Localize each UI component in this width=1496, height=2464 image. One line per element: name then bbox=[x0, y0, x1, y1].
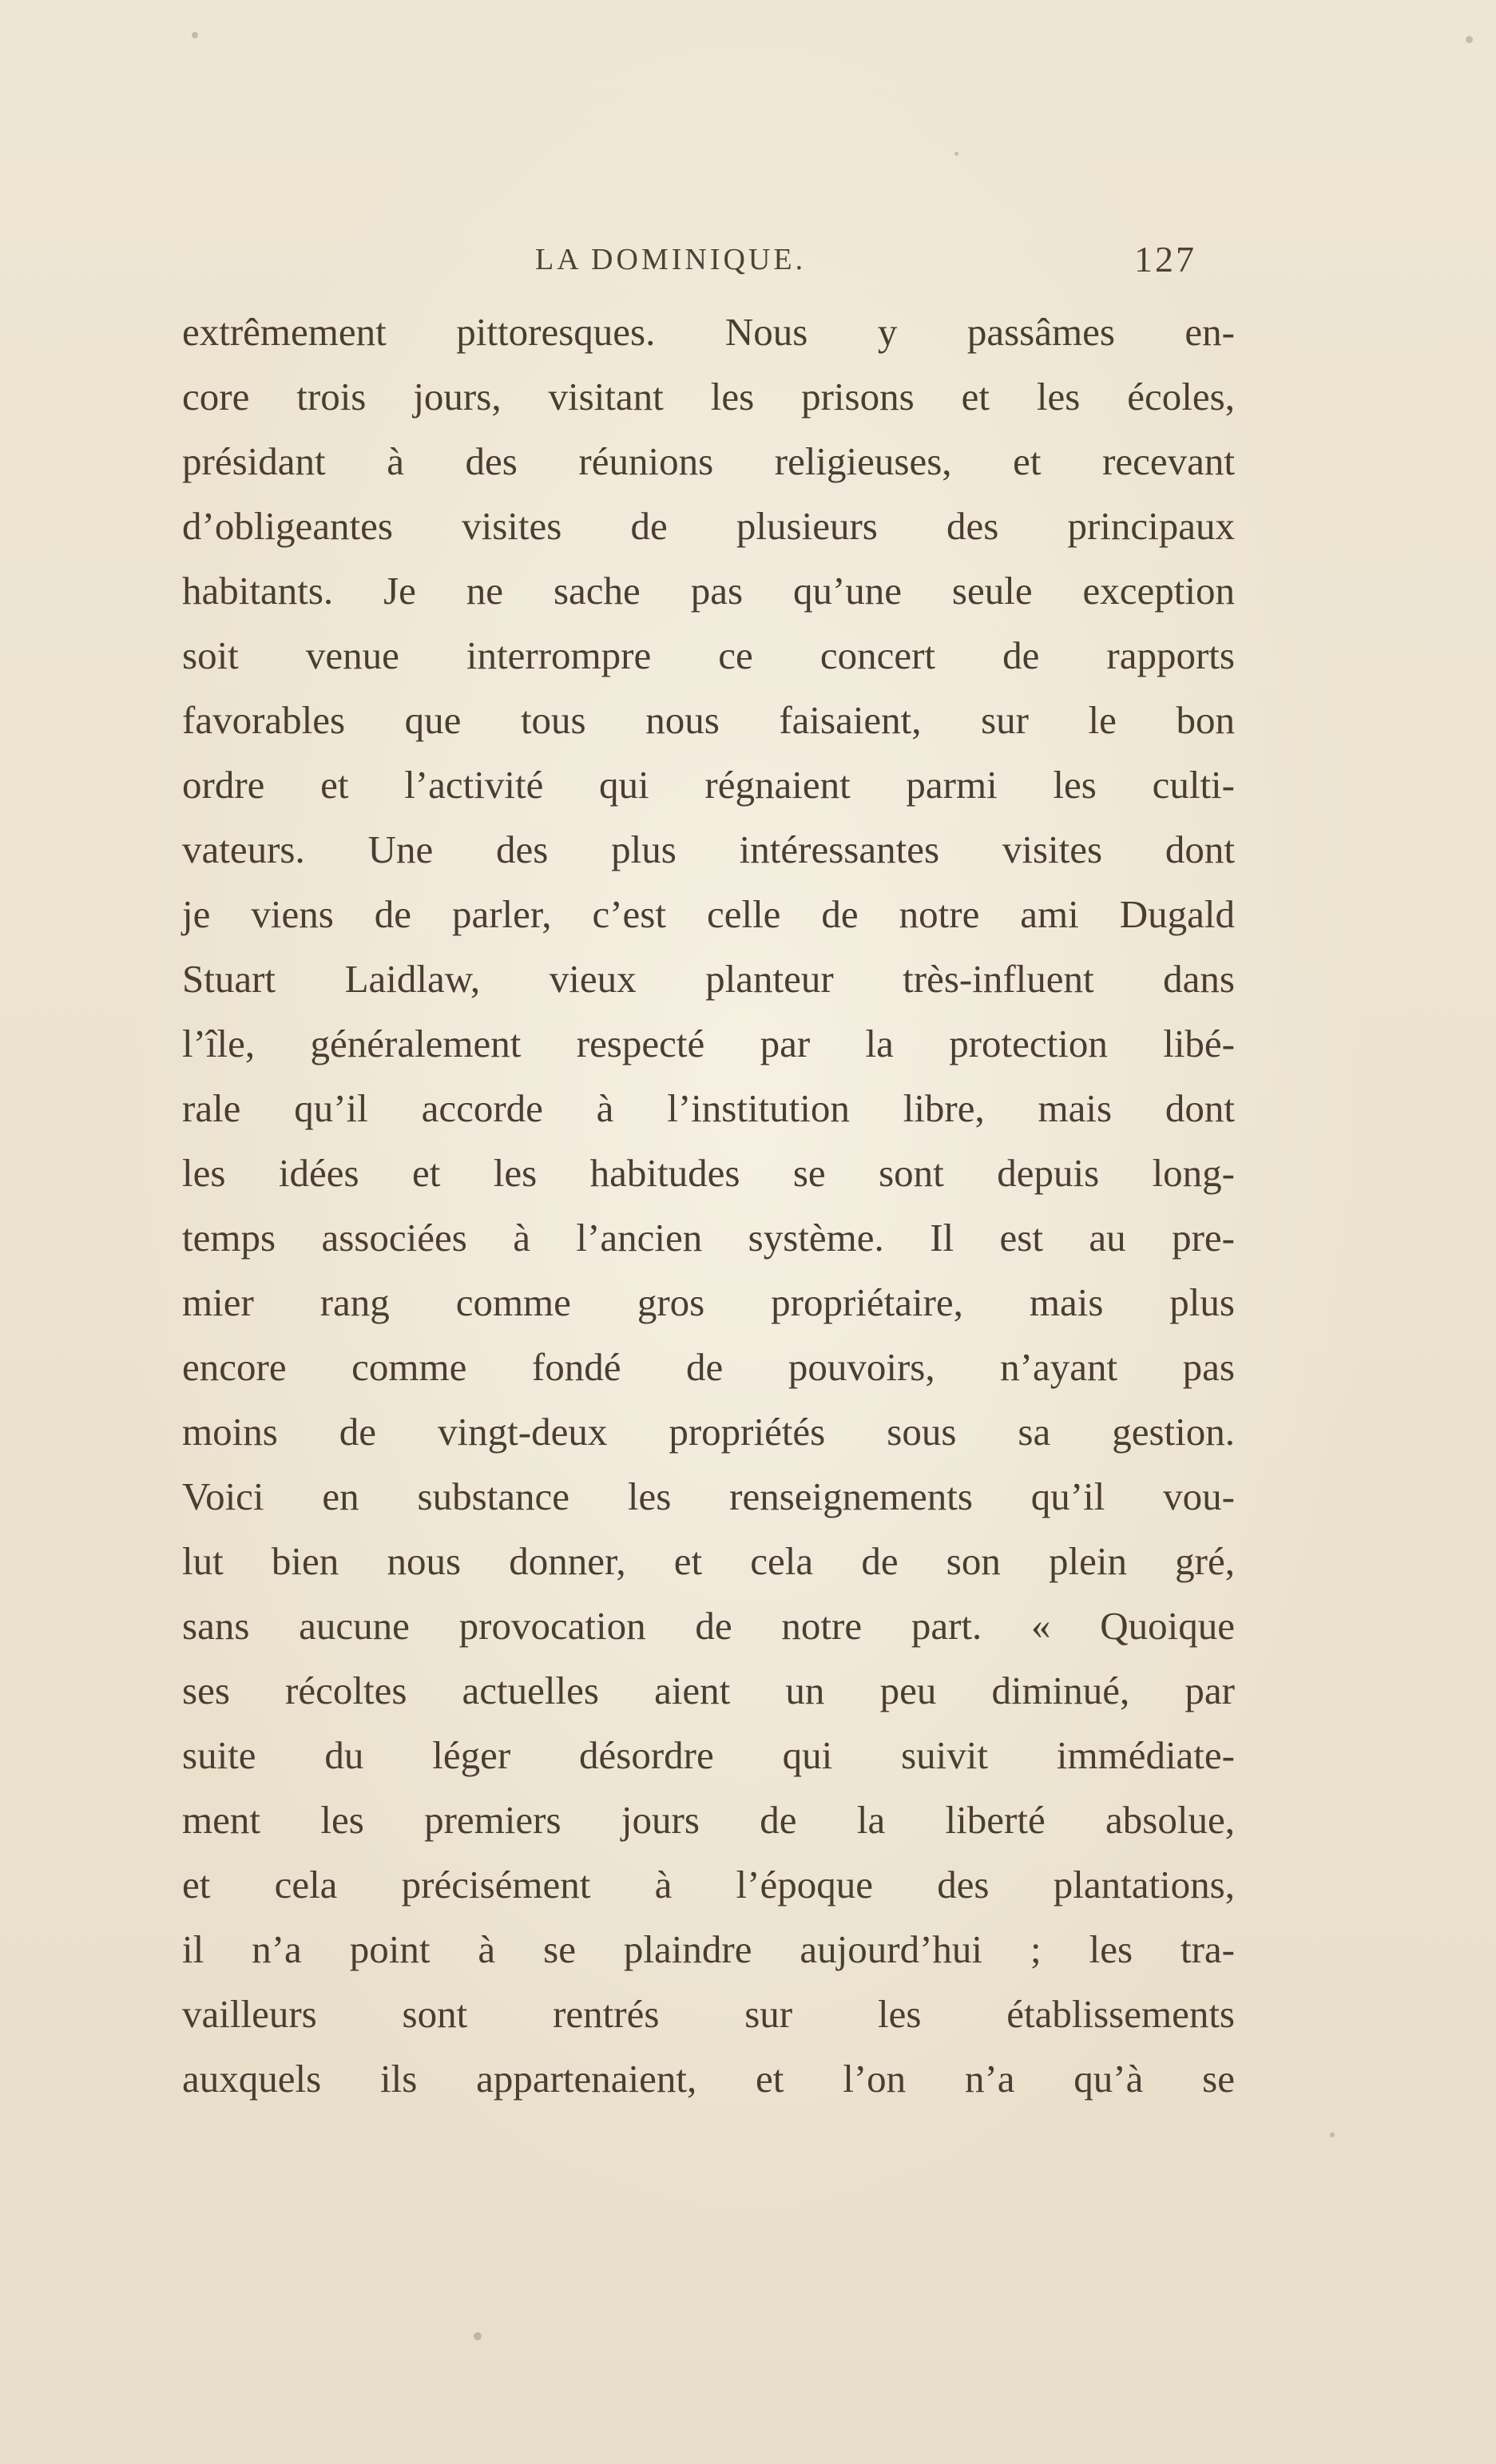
text-line: d’obligeantes visites de plusieurs des principaux bbox=[182, 504, 1235, 548]
paper-speck bbox=[1330, 2133, 1335, 2137]
text-line: présidant à des réunions religieuses, et recevant bbox=[182, 439, 1235, 483]
text-line: ment les premiers jours de la liberté absolue, bbox=[182, 1798, 1235, 1842]
text-line: les idées et les habitudes se sont depuis long- bbox=[182, 1151, 1235, 1195]
text-line: ordre et l’activité qui régnaient parmi les culti- bbox=[182, 763, 1235, 807]
page-number: 127 bbox=[1134, 239, 1196, 280]
text-line: suite du léger désordre qui suivit immédiate- bbox=[182, 1733, 1235, 1777]
running-head bbox=[0, 236, 1496, 284]
text-line: Stuart Laidlaw, vieux planteur très-influent dans bbox=[182, 957, 1235, 1001]
text-line: core trois jours, visitant les prisons et les écoles, bbox=[182, 375, 1235, 419]
text-line: temps associées à l’ancien système. Il est au pre- bbox=[182, 1216, 1235, 1260]
text-line: mier rang comme gros propriétaire, mais plus bbox=[182, 1280, 1235, 1324]
paper-speck bbox=[192, 32, 198, 38]
text-line: extrêmement pittoresques. Nous y passâmes en- bbox=[182, 310, 1235, 354]
text-line: l’île, généralement respecté par la protection libé- bbox=[182, 1022, 1235, 1065]
text-line: soit venue interrompre ce concert de rapports bbox=[182, 633, 1235, 677]
text-line: favorables que tous nous faisaient, sur le bon bbox=[182, 698, 1235, 742]
text-line: auxquels ils appartenaient, et l’on n’a qu’à se bbox=[182, 2057, 1235, 2101]
text-line: et cela précisément à l’époque des plantations, bbox=[182, 1863, 1235, 1907]
text-line: vateurs. Une des plus intéressantes visites dont bbox=[182, 827, 1235, 871]
text-line: sans aucune provocation de notre part. « Quoique bbox=[182, 1604, 1235, 1648]
text-line: rale qu’il accorde à l’institution libre, mais dont bbox=[182, 1086, 1235, 1130]
body-text bbox=[182, 300, 1235, 2111]
paper-speck bbox=[954, 152, 958, 156]
text-line: moins de vingt-deux propriétés sous sa gestion. bbox=[182, 1410, 1235, 1454]
paper-speck bbox=[1466, 36, 1473, 43]
text-line: ses récoltes actuelles aient un peu diminué, par bbox=[182, 1668, 1235, 1712]
text-line: vailleurs sont rentrés sur les établissements bbox=[182, 1992, 1235, 2036]
text-line: encore comme fondé de pouvoirs, n’ayant pas bbox=[182, 1345, 1235, 1389]
text-line: Voici en substance les renseignements qu’il vou- bbox=[182, 1474, 1235, 1518]
running-title: LA DOMINIQUE. bbox=[535, 243, 807, 276]
text-line: habitants. Je ne sache pas qu’une seule exception bbox=[182, 569, 1235, 613]
text-line: je viens de parler, c’est celle de notre ami Dugald bbox=[182, 892, 1235, 936]
text-line: il n’a point à se plaindre aujourd’hui ; les tra- bbox=[182, 1927, 1235, 1971]
paper-speck bbox=[474, 2332, 482, 2340]
text-line: lut bien nous donner, et cela de son plein gré, bbox=[182, 1539, 1235, 1583]
